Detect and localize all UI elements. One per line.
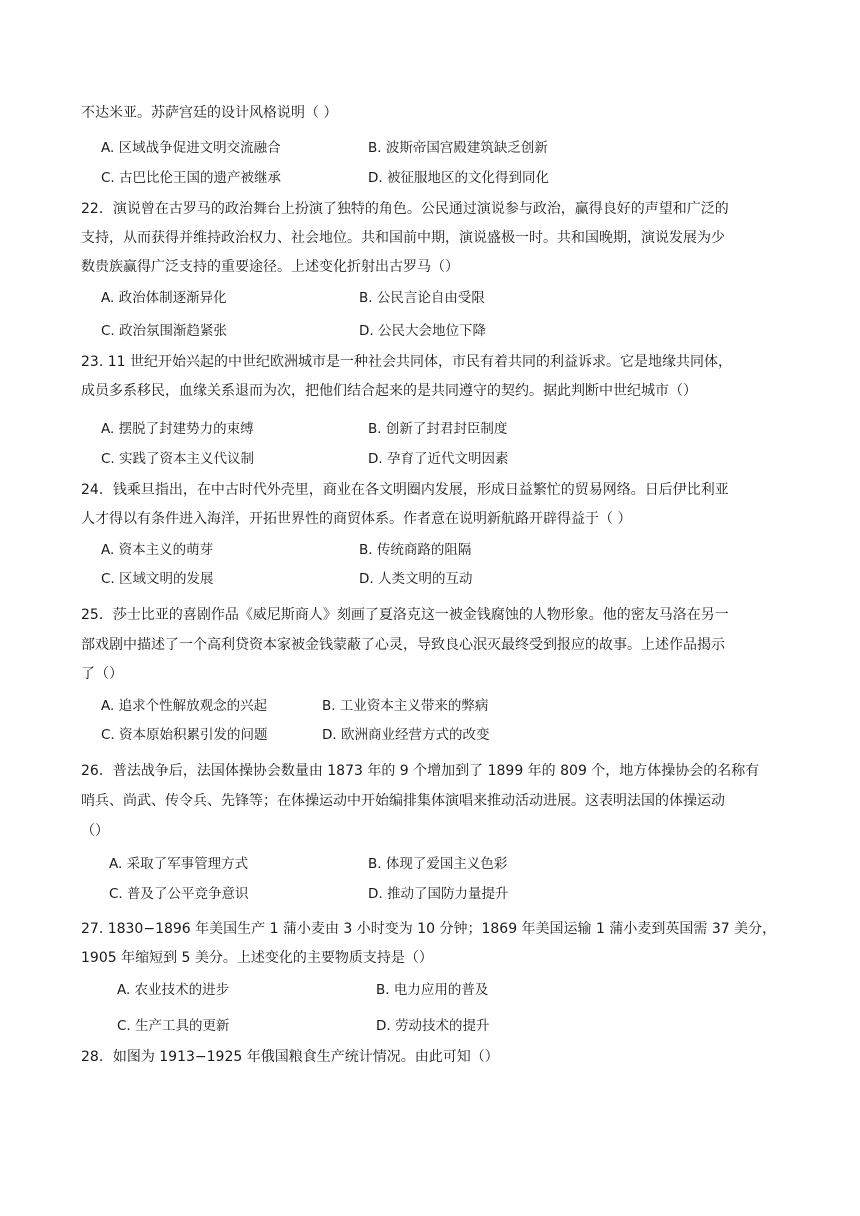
q25-option-d[interactable]: D. 欧洲商业经营方式的改变	[322, 727, 490, 743]
q25-option-c[interactable]: C. 资本原始积累引发的问题	[101, 727, 268, 743]
q23-option-c[interactable]: C. 实践了资本主义代议制	[101, 451, 255, 467]
q25-option-b[interactable]: B. 工业资本主义带来的弊病	[322, 698, 489, 714]
q28-stem-line-1: 28．如图为 1913−1925 年俄国粮食生产统计情况。由此可知（）	[81, 1049, 499, 1065]
q23-option-d[interactable]: D. 孕育了近代文明因素	[368, 451, 509, 467]
q27-option-a[interactable]: A. 农业技术的进步	[117, 982, 230, 998]
q27-stem-line-2: 1905 年缩短到 5 美分。上述变化的主要物质支持是（）	[81, 950, 433, 966]
q26-option-b[interactable]: B. 体现了爱国主义色彩	[368, 856, 508, 872]
q26-option-d[interactable]: D. 推动了国防力量提升	[368, 886, 509, 902]
q25-stem-line-2: 部戏剧中描述了一个高利贷资本家被金钱蒙蔽了心灵，导致良心泯灭最终受到报应的故事。上述作品揭示	[81, 637, 725, 653]
q23-stem-line-2: 成员多系移民，血缘关系退而为次，把他们结合起来的是共同遵守的契约。据此判断中世纪城市（）	[81, 383, 697, 399]
q24-stem-line-1: 24．钱乘旦指出，在中古时代外壳里，商业在各文明圈内发展，形成日益繁忙的贸易网络。日后伊比利亚	[81, 482, 729, 498]
q21-option-a[interactable]: A. 区域战争促进文明交流融合	[101, 140, 281, 156]
q26-stem-line-1: 26．普法战争后，法国体操协会数量由 1873 年的 9 个增加到了 1899 年的 809 个，地方体操协会的名称有	[81, 763, 760, 779]
q24-option-d[interactable]: D. 人类文明的互动	[359, 571, 473, 587]
q26-option-c[interactable]: C. 普及了公平竞争意识	[109, 886, 249, 902]
q22-stem-line-2: 支持，从而获得并维持政治权力、社会地位。共和国前中期，演说盛极一时。共和国晚期，演说发展为少	[81, 230, 725, 246]
q22-stem-line-3: 数贵族赢得广泛支持的重要途径。上述变化折射出古罗马（）	[81, 259, 459, 275]
q27-stem-line-1: 27. 1830−1896 年美国生产 1 蒲小麦由 3 小时变为 10 分钟；1869 年美国运输 1 蒲小麦到英国需 37 美分，	[81, 921, 777, 937]
q24-option-b[interactable]: B. 传统商路的阻隔	[359, 542, 472, 558]
q26-stem-line-3: （）	[81, 823, 109, 839]
q22-stem-line-1: 22．演说曾在古罗马的政治舞台上扮演了独特的角色。公民通过演说参与政治，赢得良好的声望和广泛的	[81, 201, 729, 217]
question-21-stem-tail: 不达米亚。苏萨宫廷的设计风格说明（ ）	[81, 105, 338, 121]
q22-option-b[interactable]: B. 公民言论自由受限	[359, 290, 485, 306]
q27-option-d[interactable]: D. 劳动技术的提升	[376, 1018, 490, 1034]
q25-option-a[interactable]: A. 追求个性解放观念的兴起	[101, 698, 268, 714]
q27-option-b[interactable]: B. 电力应用的普及	[376, 982, 489, 998]
q24-option-c[interactable]: C. 区域文明的发展	[101, 571, 214, 587]
q21-option-c[interactable]: C. 古巴比伦王国的遗产被继承	[101, 170, 282, 186]
q25-stem-line-1: 25．莎士比亚的喜剧作品《威尼斯商人》刻画了夏洛克这一被金钱腐蚀的人物形象。他的密友马洛在另一	[81, 607, 729, 623]
q24-stem-line-2: 人才得以有条件进入海洋，开拓世界性的商贸体系。作者意在说明新航路开辟得益于（ ）	[81, 511, 632, 527]
q22-option-d[interactable]: D. 公民大会地位下降	[359, 323, 486, 339]
q23-stem-line-1: 23. 11 世纪开始兴起的中世纪欧洲城市是一种社会共同体，市民有着共同的利益诉求。它是地缘共同体，	[81, 354, 732, 370]
q23-option-b[interactable]: B. 创新了封君封臣制度	[368, 421, 508, 437]
q26-stem-line-2: 哨兵、尚武、传令兵、先锋等；在体操运动中开始编排集体演唱来推动活动进展。这表明法国的体操运动	[81, 793, 725, 809]
q26-option-a[interactable]: A. 采取了军事管理方式	[109, 856, 249, 872]
q24-option-a[interactable]: A. 资本主义的萌芽	[101, 542, 214, 558]
q25-stem-line-3: 了（）	[81, 666, 123, 682]
q21-option-d[interactable]: D. 被征服地区的文化得到同化	[368, 170, 549, 186]
q21-option-b[interactable]: B. 波斯帝国宫殿建筑缺乏创新	[368, 140, 548, 156]
q23-option-a[interactable]: A. 摆脱了封建势力的束缚	[101, 421, 254, 437]
q22-option-c[interactable]: C. 政治氛围渐趋紧张	[101, 323, 228, 339]
q27-option-c[interactable]: C. 生产工具的更新	[117, 1018, 230, 1034]
q22-option-a[interactable]: A. 政治体制逐渐异化	[101, 290, 227, 306]
